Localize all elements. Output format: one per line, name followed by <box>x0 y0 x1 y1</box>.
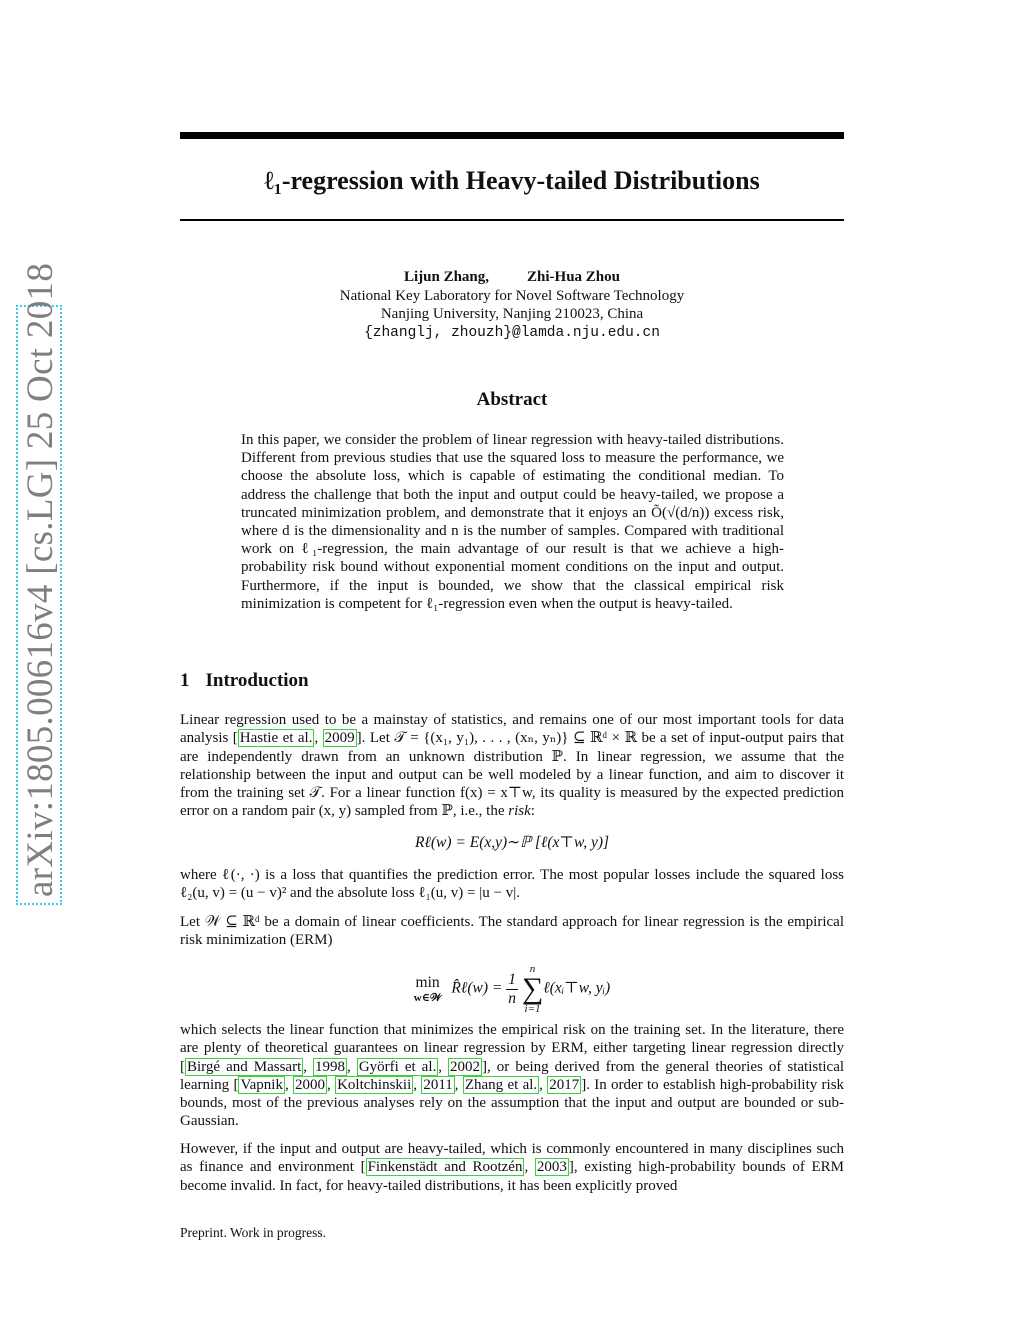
author-email: {zhanglj, zhouzh}@lamda.nju.edu.cn <box>364 324 660 341</box>
citation-birge[interactable]: Birgé and Massart <box>187 1058 302 1075</box>
risk-term: risk <box>508 803 531 820</box>
paragraph-2: where ℓ(·, ·) is a loss that quantifies the prediction error. The most popular losses include the squared loss ℓ₂(u, v) = (u − v)² and the absolute loss ℓ₁(u, v) = |u − v|. <box>180 867 844 902</box>
equation-erm-min-label: min <box>415 974 440 991</box>
citation-gyorfi-year[interactable]: 2002 <box>450 1058 481 1075</box>
author-block <box>180 268 844 342</box>
equation-erm-lhs: R̂ℓ(w) = <box>451 979 503 997</box>
citation-gyorfi[interactable]: Györfi et al. <box>358 1058 437 1075</box>
equation-erm-sum-symbol: ∑ <box>521 972 544 1005</box>
title-bottom-rule <box>180 219 844 221</box>
equation-erm-sum <box>522 963 543 1015</box>
paragraph-5-text-a: However, if the input and output are heavy-tailed, which is commonly encountered in many disciplines such as finance and environment [ <box>180 1141 844 1176</box>
citation-vapnik-year[interactable]: 2000 <box>295 1076 326 1093</box>
paragraph-1: Linear regression used to be a mainstay of statistics, and remains one of our most important tools for data analysis [ Hastie et al. , 2009 ]. Let 𝒯 = {(x₁, y₁), . . . , (xₙ, yₙ)} ⊆ ℝᵈ × ℝ be a set of input-output pairs that are independently drawn from an unknown distribution ℙ. In linear regression, we assume that the relationship between the input and output can be well modeled by a linear function, and aim to discover it from the training set 𝒯. For a linear function f(x) = x⊤w, its quality is measured by the expected prediction error on a random pair (x, y) sampled from ℙ, i.e., the risk: <box>180 712 845 820</box>
equation-erm-numerator: 1 <box>508 970 516 988</box>
paragraph-1-text-b: ]. Let 𝒯 = {(x₁, y₁), . . . , (xₙ, yₙ)} ⊆ ℝᵈ × ℝ be a set of input-output pairs that are independently drawn from an unknown distribution ℙ. In linear regression, we assume that the relationship between the input and output can be well modeled by a linear function, and aim to discover it from the training set 𝒯. For a linear function f(x) = x⊤w, its quality is measured by the expected prediction error on a random pair (x, y) sampled from ℙ, i.e., the <box>180 730 845 820</box>
paper-title: ℓ₁-regression with Heavy-tailed Distributions <box>264 166 760 195</box>
paragraph-5-text-b: ], existing high-probability bounds of ERM become invalid. In fact, for heavy-tailed distributions, it has been explicitly proved <box>180 1159 844 1194</box>
paragraph-4-text-b: ], or being derived from the general theories of statistical learning [ <box>180 1058 845 1093</box>
author-affiliation: National Key Laboratory for Novel Software Technology <box>339 287 685 304</box>
citation-finkenstadt-year[interactable]: 2003 <box>536 1159 567 1176</box>
author-names <box>180 268 844 287</box>
paragraph-4-text-c: ]. In order to establish high-probability risk bounds, most of the previous analyses rely on the assumption that the input and output are bounded or sub-Gaussian. <box>180 1076 845 1130</box>
citation-vapnik[interactable]: Vapnik <box>240 1076 283 1093</box>
title-top-rule <box>180 132 844 139</box>
equation-erm-fraction <box>506 971 518 1008</box>
equation-erm <box>180 963 844 1013</box>
paragraph-1-text-a: Linear regression used to be a mainstay of statistics, and remains one of our most important tools for data analysis [ <box>180 712 844 747</box>
abstract-heading: Abstract <box>476 389 548 410</box>
citation-koltchinskii-year[interactable]: 2011 <box>423 1076 453 1093</box>
author-name-2: Zhi-Hua Zhou <box>527 269 620 285</box>
equation-erm-sum-upper: n <box>529 963 536 975</box>
citation-finkenstadt[interactable]: Finkenstädt and Rootzén <box>367 1159 523 1176</box>
abstract-text: In this paper, we consider the problem of linear regression with heavy-tailed distributions. Different from previous studies that use the squared loss to measure the performance, we choose the absolute loss, which is capable of estimating the conditional median. To address the challenge that both the input and output could be heavy-tailed, we propose a truncated minimization problem, and demonstrate that it enjoys an Õ(√(d/n)) excess risk, where d is the dimensionality and n is the number of samples. Compared with traditional work on ℓ₁-regression, the main advantage of our result is that we achieve a high-probability risk bound without exponential moment conditions on the input and output. Furthermore, if the input is bounded, we show that the classical empirical risk minimization is competent for ℓ₁-regression even when the output is heavy-tailed. <box>241 432 784 612</box>
author-address: Nanjing University, Nanjing 210023, China <box>380 306 644 322</box>
citation-zhang[interactable]: Zhang et al. <box>464 1076 538 1093</box>
section-number: 1 <box>180 670 190 691</box>
paragraph-4-text-a: which selects the linear function that minimizes the empirical risk on the training set. In the literature, there are plenty of theoretical guarantees on linear regression by ERM, either targeting linear regression directly [ <box>180 1022 844 1075</box>
author-name-1: Lijun Zhang, <box>403 269 490 285</box>
arxiv-stamp: arXiv:1805.00616v4 [cs.LG] 25 Oct 2018 <box>16 305 62 905</box>
citation-hastie-year[interactable]: 2009 <box>324 730 355 747</box>
citation-hastie[interactable]: Hastie et al. <box>239 730 313 747</box>
section-title: Introduction <box>205 670 309 691</box>
citation-zhang-year[interactable]: 2017 <box>549 1076 580 1093</box>
citation-birge-year[interactable]: 1998 <box>315 1058 346 1075</box>
paragraph-4: which selects the linear function that minimizes the empirical risk on the training set. In the literature, there are plenty of theoretical guarantees on linear regression by ERM, either targeting linear regression directly [ Birgé and Massart , 1998 , Györfi et al. , 2002 ], or being derived from the general theories of statistical learning [ Vapnik , 2000 , Koltchinskii , 2011 , Zhang et al. , 2017 ]. In order to establish high-probability risk bounds, most of the previous analyses rely on the assumption that the input and output are bounded or sub-Gaussian. <box>180 1022 845 1130</box>
paragraph-1-text-c: : <box>530 803 535 820</box>
paragraph-3: Let 𝒲 ⊆ ℝᵈ be a domain of linear coefficients. The standard approach for linear regression is the empirical risk minimization (ERM) <box>180 914 844 949</box>
equation-risk: Rℓ(w) = E(x,y)∼ℙ [ℓ(x⊤w, y)] <box>414 834 610 851</box>
equation-erm-sum-lower: i=1 <box>524 1003 541 1015</box>
footer-note: Preprint. Work in progress. <box>180 1225 327 1240</box>
equation-erm-denominator: n <box>508 989 516 1007</box>
citation-koltchinskii[interactable]: Koltchinskii <box>337 1076 412 1093</box>
equation-erm-min <box>414 974 442 1004</box>
equation-erm-rhs: ℓ(xᵢ⊤w, yᵢ) <box>543 979 611 997</box>
equation-erm-min-subscript: w∈𝒲 <box>413 992 442 1004</box>
section-heading <box>180 670 309 692</box>
paragraph-5: However, if the input and output are heavy-tailed, which is commonly encountered in many disciplines such as finance and environment [ Finkenstädt and Rootzén , 2003 ], existing high-probability bounds of ERM become invalid. In fact, for heavy-tailed distributions, it has been explicitly proved <box>180 1141 844 1194</box>
